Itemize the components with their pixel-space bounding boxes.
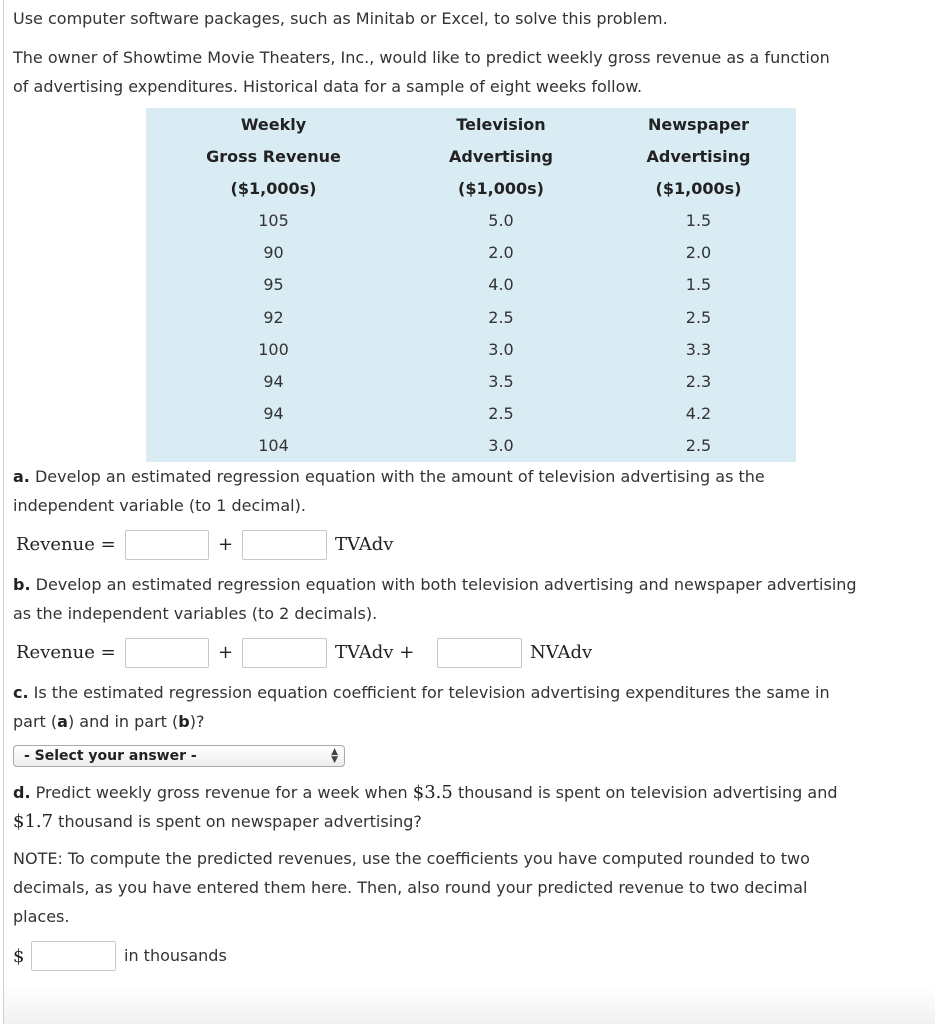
note-line3: places. [13, 907, 70, 926]
part-d-dollar-sign: $ [13, 946, 25, 967]
part-b-plus-sign: + [218, 642, 234, 663]
cell-tv: 3.0 [488, 436, 514, 456]
part-b-tv-coef-box[interactable] [242, 638, 327, 668]
header-revenue-2: Gross Revenue [206, 146, 341, 166]
part-b-nv-coef-input[interactable] [438, 639, 521, 667]
part-c-answer-select[interactable] [13, 745, 345, 767]
part-a-tvadv-label: TVAdv [335, 534, 394, 555]
table-row [146, 398, 796, 430]
part-c-question-line1 [13, 678, 830, 707]
part-d-question-line1 [13, 778, 837, 807]
part-b-tv-coef-input[interactable] [243, 639, 326, 667]
part-c-text-pre: part ( [13, 712, 58, 731]
part-b-question-line2: as the independent variables (to 2 decimals). [13, 604, 378, 623]
cell-np: 2.5 [685, 307, 712, 327]
header-revenue-1: Weekly [240, 114, 307, 134]
cell-tv: 3.5 [488, 371, 514, 391]
select-updown-icon: ▲ ▼ [331, 747, 338, 765]
part-d-units-label: in thousands [124, 946, 227, 965]
cell-np: 3.3 [685, 339, 712, 359]
table-row [146, 237, 796, 269]
part-b-text: Develop an estimated regression equation with both television advertising and newspaper advertising [30, 575, 857, 594]
cell-np: 2.3 [685, 371, 712, 391]
part-a-plus-sign: + [218, 534, 234, 555]
problem-text-line2: of advertising expenditures. Historical data for a sample of eight weeks follow. [13, 77, 643, 96]
part-a-text: Develop an estimated regression equation with the amount of television advertising as the [29, 467, 765, 486]
table-row [146, 269, 796, 301]
part-b-nv-coef-box[interactable] [437, 638, 522, 668]
cell-np: 1.5 [685, 211, 712, 231]
part-b-letter: b. [13, 575, 31, 594]
cell-np: 2.5 [685, 436, 712, 456]
part-a-letter: a. [13, 467, 30, 486]
cell-revenue: 94 [263, 404, 284, 424]
part-d-answer-box[interactable] [31, 941, 116, 971]
cell-revenue: 95 [263, 275, 284, 295]
cell-tv: 4.0 [488, 275, 514, 295]
table-row [146, 365, 796, 397]
problem-text-line1: The owner of Showtime Movie Theaters, Inc., would like to predict weekly gross revenue as a function [13, 48, 830, 67]
header-revenue-3: ($1,000s) [230, 178, 317, 198]
part-b-nvadv-label: NVAdv [530, 642, 593, 663]
table-header-row [146, 108, 796, 140]
part-b-question-line1 [13, 570, 857, 599]
table-row [146, 301, 796, 333]
table-row [146, 205, 796, 237]
part-a-question-line2: independent variable (to 1 decimal). [13, 496, 306, 515]
cell-tv: 3.0 [488, 339, 514, 359]
part-c-question-line2 [13, 707, 204, 736]
cell-revenue: 92 [263, 307, 284, 327]
part-c-text-mid: ) and in part ( [67, 712, 179, 731]
part-d-tv-amount: $3.5 [412, 782, 453, 803]
part-a-intercept-box[interactable] [125, 530, 209, 560]
part-c-text-post: )? [189, 712, 205, 731]
data-table [146, 108, 796, 462]
part-d-question-line2 [13, 807, 422, 836]
header-tv-3: ($1,000s) [458, 178, 544, 198]
part-d-answer-input[interactable] [32, 942, 115, 970]
part-a-slope-input[interactable] [243, 531, 326, 559]
header-tv-2: Advertising [449, 146, 553, 166]
part-a-intercept-input[interactable] [126, 531, 208, 559]
part-c-ref-a: a [57, 712, 68, 731]
header-tv-1: Television [456, 114, 546, 134]
intro-text: Use computer software packages, such as Minitab or Excel, to solve this problem. [13, 9, 668, 28]
note-line2: decimals, as you have entered them here. Then, also round your predicted revenue to two decimal [13, 878, 808, 897]
part-b-intercept-input[interactable] [126, 639, 208, 667]
part-c-ref-b: b [178, 712, 190, 731]
part-d-np-amount: $1.7 [13, 811, 54, 832]
cell-np: 4.2 [685, 404, 712, 424]
header-np-1: Newspaper [648, 114, 749, 134]
header-np-3: ($1,000s) [655, 178, 742, 198]
cell-revenue: 104 [258, 436, 289, 456]
table-row [146, 430, 796, 462]
part-d-letter: d. [13, 783, 31, 802]
part-d-text-pre: Predict weekly gross revenue for a week when [30, 783, 413, 802]
cell-np: 1.5 [685, 275, 712, 295]
cell-np: 2.0 [685, 243, 712, 263]
part-b-revenue-label: Revenue = [16, 642, 116, 663]
cell-tv: 2.0 [488, 243, 514, 263]
table-row [146, 333, 796, 365]
table-header-row [146, 140, 796, 172]
table-header-row [146, 172, 796, 204]
part-c-letter: c. [13, 683, 29, 702]
cell-revenue: 94 [263, 371, 284, 391]
cell-revenue: 90 [263, 243, 284, 263]
part-c-select-value: - Select your answer - [24, 748, 197, 764]
part-b-intercept-box[interactable] [125, 638, 209, 668]
cell-tv: 2.5 [488, 307, 514, 327]
note-line1: NOTE: To compute the predicted revenues, use the coefficients you have computed rounded to two [13, 849, 810, 868]
part-a-question-line1 [13, 462, 765, 491]
part-c-text: Is the estimated regression equation coefficient for television advertising expenditures the same in [28, 683, 830, 702]
part-b-tvadv-label: TVAdv + [335, 642, 415, 663]
part-a-slope-box[interactable] [242, 530, 327, 560]
cell-tv: 5.0 [488, 211, 514, 231]
part-d-text-post: thousand is spent on television advertising and [452, 783, 838, 802]
part-a-revenue-label: Revenue = [16, 534, 116, 555]
header-np-2: Advertising [646, 146, 751, 166]
cell-tv: 2.5 [488, 404, 514, 424]
cell-revenue: 100 [258, 339, 289, 359]
cell-revenue: 105 [258, 211, 289, 231]
part-d-text-line2: thousand is spent on newspaper advertising? [53, 812, 422, 831]
